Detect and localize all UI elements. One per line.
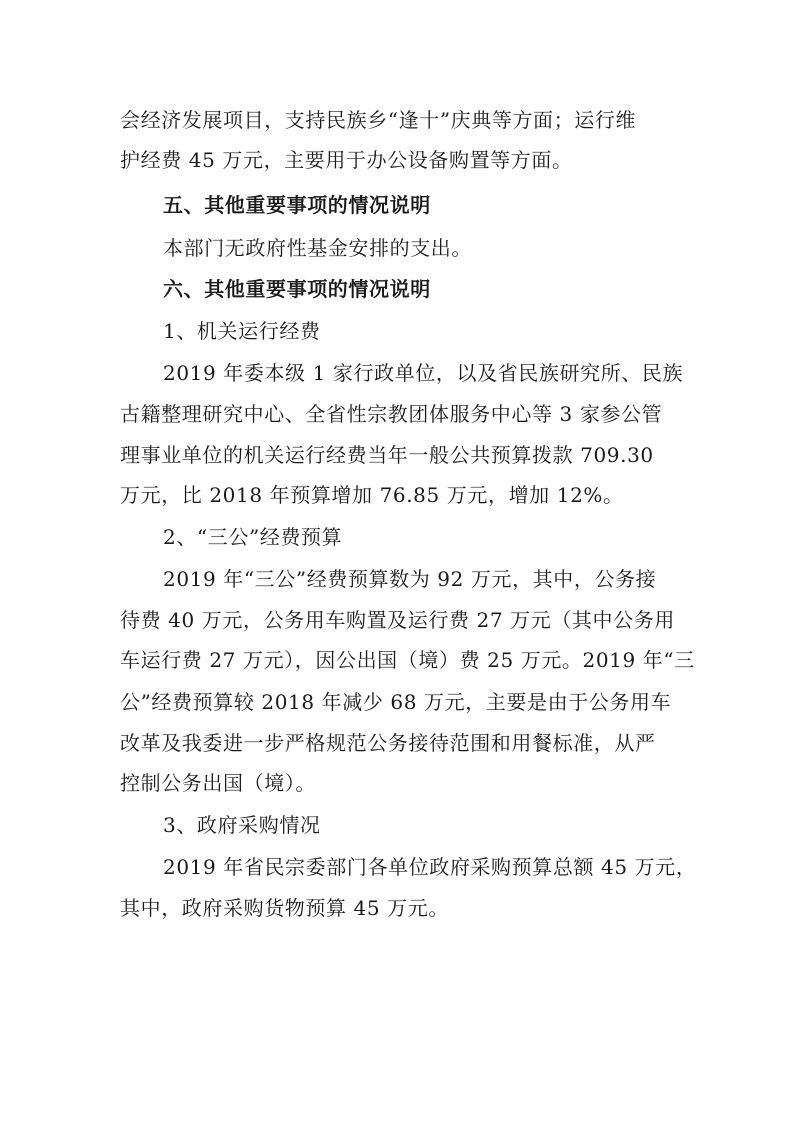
paragraph-line: 公”经费预算较 2018 年减少 68 万元，主要是由于公务用车: [120, 690, 672, 714]
paragraph-line: 会经济发展项目，支持民族乡“逢十”庆典等方面；运行维: [120, 108, 637, 132]
paragraph-line: 控制公务出国（境）。: [120, 771, 316, 795]
paragraph-line: 车运行费 27 万元），因公出国（境）费 25 万元。2019 年“三: [120, 648, 695, 672]
paragraph-line: 理事业单位的机关运行经费当年一般公共预算拨款 709.30: [120, 443, 654, 467]
paragraph-line: 2019 年委本级 1 家行政单位，以及省民族研究所、民族: [163, 361, 684, 385]
section-heading-5: 五、其他重要事项的情况说明: [163, 193, 431, 217]
paragraph-line: 本部门无政府性基金安排的支出。: [163, 236, 472, 260]
paragraph-line: 其中，政府采购货物预算 45 万元。: [120, 896, 449, 920]
paragraph-line: 改革及我委进一步严格规范公务接待范围和用餐标准，从严: [120, 731, 656, 755]
paragraph-line: 2019 年省民宗委部门各单位政府采购预算总额 45 万元，: [163, 855, 697, 879]
paragraph-line: 待费 40 万元，公务用车购置及运行费 27 万元（其中公务用: [120, 608, 675, 632]
paragraph-line: 护经费 45 万元，主要用于办公设备购置等方面。: [120, 148, 573, 172]
paragraph-line: 古籍整理研究中心、全省性宗教团体服务中心等 3 家参公管: [120, 402, 663, 426]
subsection-heading-1: 1、机关运行经费: [163, 319, 321, 343]
subsection-heading-3: 3、政府采购情况: [163, 813, 321, 837]
paragraph-line: 万元，比 2018 年预算增加 76.85 万元，增加 12%。: [120, 483, 624, 507]
section-heading-6: 六、其他重要事项的情况说明: [163, 277, 431, 301]
paragraph-line: 2019 年“三公”经费预算数为 92 万元，其中，公务接: [163, 567, 657, 591]
subsection-heading-2: 2、“三公”经费预算: [163, 525, 343, 549]
